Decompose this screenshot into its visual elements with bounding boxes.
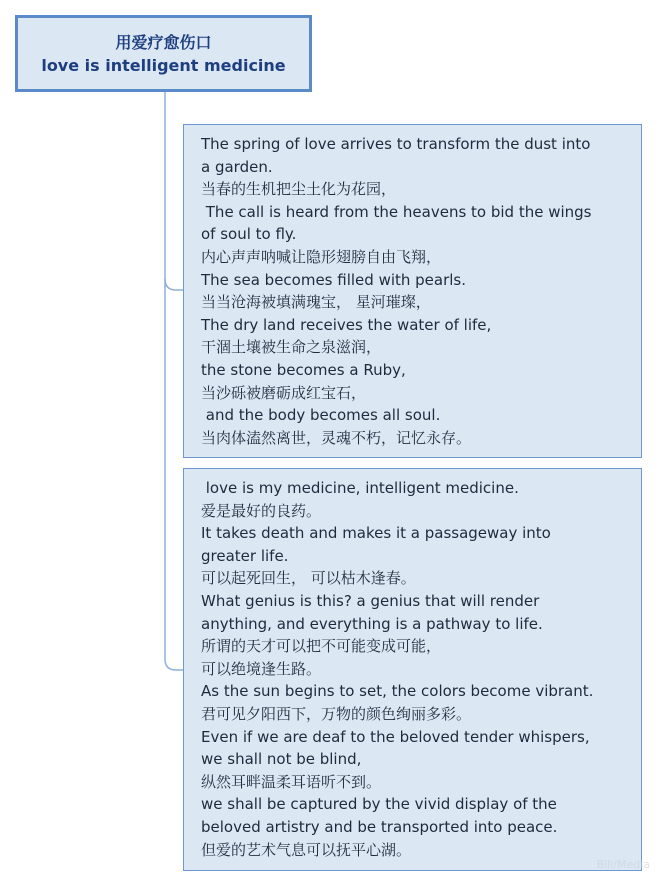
node-line: 当沙砾被磨砺成红宝石， [201,383,367,402]
node-line: 当当沧海被填满瑰宝， 星河璀璨， [201,293,431,312]
node-line: What genius is this? a genius that will render [201,591,540,610]
node-line: a garden. [201,157,273,176]
watermark: Bili/Media [596,858,650,871]
node-line: and the body becomes all soul. [201,406,441,425]
node-line: 爱是最好的良药。 [201,501,322,520]
node-line: As the sun begins to set, the colors become vibrant. [201,682,594,701]
node-line: greater life. [201,546,289,565]
node-line: we shall not be blind, [201,750,362,769]
node-line: of soul to fly. [201,225,297,244]
node-line: The dry land receives the water of life, [201,315,492,334]
node-line: we shall be captured by the vivid display of the [201,795,557,814]
child-node-2[interactable] [183,468,642,871]
node-line: 但爱的艺术气息可以抚平心湖。 [201,840,412,859]
node-line: beloved artistry and be transported into peace. [201,817,558,836]
node-line: 可以绝境逢生路。 [201,659,322,678]
node-line: 内心声声呐喊让隐形翅膀自由飞翔， [201,247,442,266]
root-title-en: love is intelligent medicine [41,55,286,75]
node-line: 君可见夕阳西下，万物的颜色绚丽多彩。 [201,704,472,723]
node-line: It takes death and makes it a passageway into [201,524,551,543]
node-line: love is my medicine, intelligent medicine. [201,479,519,497]
node-line: 当肉体溘然离世，灵魂不朽，记忆永存。 [201,428,472,447]
node-line: 纵然耳畔温柔耳语听不到。 [201,772,382,791]
connector-to-node-1 [165,92,183,290]
node-line: 干涸土壤被生命之泉滋润， [201,338,382,357]
node-line: 可以起死回生， 可以枯木逢春。 [201,569,416,588]
root-node[interactable] [15,15,312,92]
child-node-1[interactable] [183,124,642,458]
node-line: anything, and everything is a pathway to life. [201,614,543,633]
root-title-cn: 用爱疗愈伤口 [115,32,212,52]
node-line: the stone becomes a Ruby, [201,360,406,379]
node-line: The call is heard from the heavens to bid the wings [201,202,592,221]
node-line: 所谓的天才可以把不可能变成可能， [201,637,442,656]
connector-to-node-2 [165,279,183,670]
node-line: The sea becomes filled with pearls. [201,270,467,289]
node-line: 当春的生机把尘土化为花园， [201,180,397,199]
node-line: Even if we are deaf to the beloved tender whispers, [201,727,590,746]
node-line: The spring of love arrives to transform the dust into [201,135,591,153]
